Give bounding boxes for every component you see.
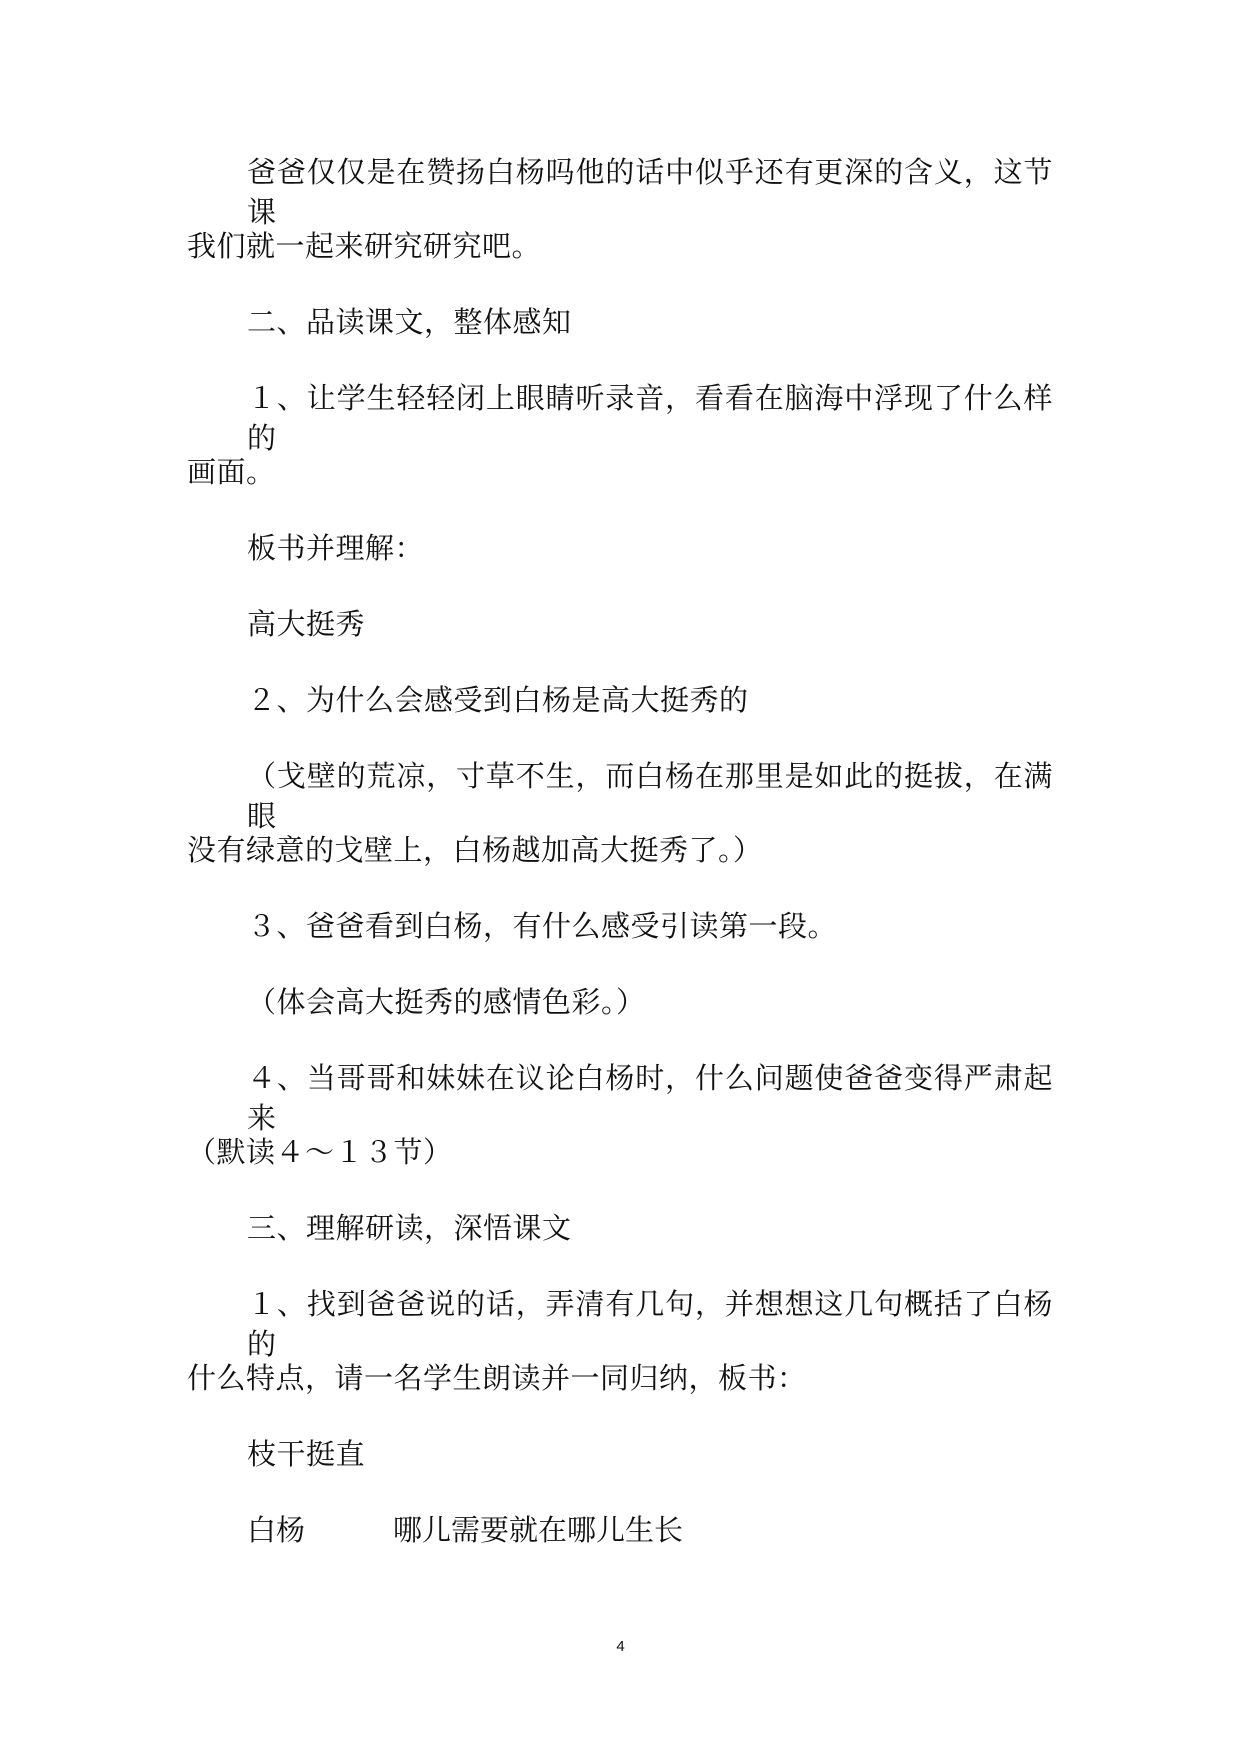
board-item-grow-where-needed: 哪儿需要就在哪儿生长 xyxy=(393,1513,684,1547)
step-2-answer-line-1: （戈壁的荒凉，寸草不生，而白杨在那里是如此的挺拔，在满眼 xyxy=(247,759,1053,833)
board-term-zhiganting zhi: 枝干挺直 xyxy=(247,1437,366,1471)
paragraph-intro-line-1: 爸爸仅仅是在赞扬白杨吗他的话中似乎还有更深的含义，这节课 xyxy=(247,155,1053,229)
board-label-baiyang: 白杨 xyxy=(247,1513,306,1547)
step-1-line-1: １、让学生轻轻闭上眼睛听录音，看看在脑海中浮现了什么样的 xyxy=(247,381,1053,455)
step-4-line-2: （默读４～１３节） xyxy=(187,1135,453,1169)
step-3: ３、爸爸看到白杨，有什么感受引读第一段。 xyxy=(247,909,838,943)
step-2-question: ２、为什么会感受到白杨是高大挺秀的 xyxy=(247,683,749,717)
step-1-line-2: 画面。 xyxy=(187,455,276,489)
section-3-step-1-line-1: １、找到爸爸说的话，弄清有几句，并想想这几句概括了白杨的 xyxy=(247,1287,1053,1361)
step-4-line-1: ４、当哥哥和妹妹在议论白杨时，什么问题使爸爸变得严肃起来 xyxy=(247,1061,1053,1135)
board-term-gaodatingxiu: 高大挺秀 xyxy=(247,607,366,641)
section-heading-2: 二、品读课文，整体感知 xyxy=(247,305,572,339)
step-3-note: （体会高大挺秀的感情色彩。） xyxy=(247,985,646,1019)
section-heading-3: 三、理解研读，深悟课文 xyxy=(247,1211,572,1245)
step-2-answer-line-2: 没有绿意的戈壁上，白杨越加高大挺秀了。） xyxy=(187,833,763,867)
board-note-label: 板书并理解： xyxy=(247,531,425,565)
paragraph-intro-line-2: 我们就一起来研究研究吧。 xyxy=(187,229,542,263)
page-number: 4 xyxy=(616,1638,625,1655)
section-3-step-1-line-2: 什么特点，请一名学生朗读并一同归纳，板书： xyxy=(187,1361,807,1395)
